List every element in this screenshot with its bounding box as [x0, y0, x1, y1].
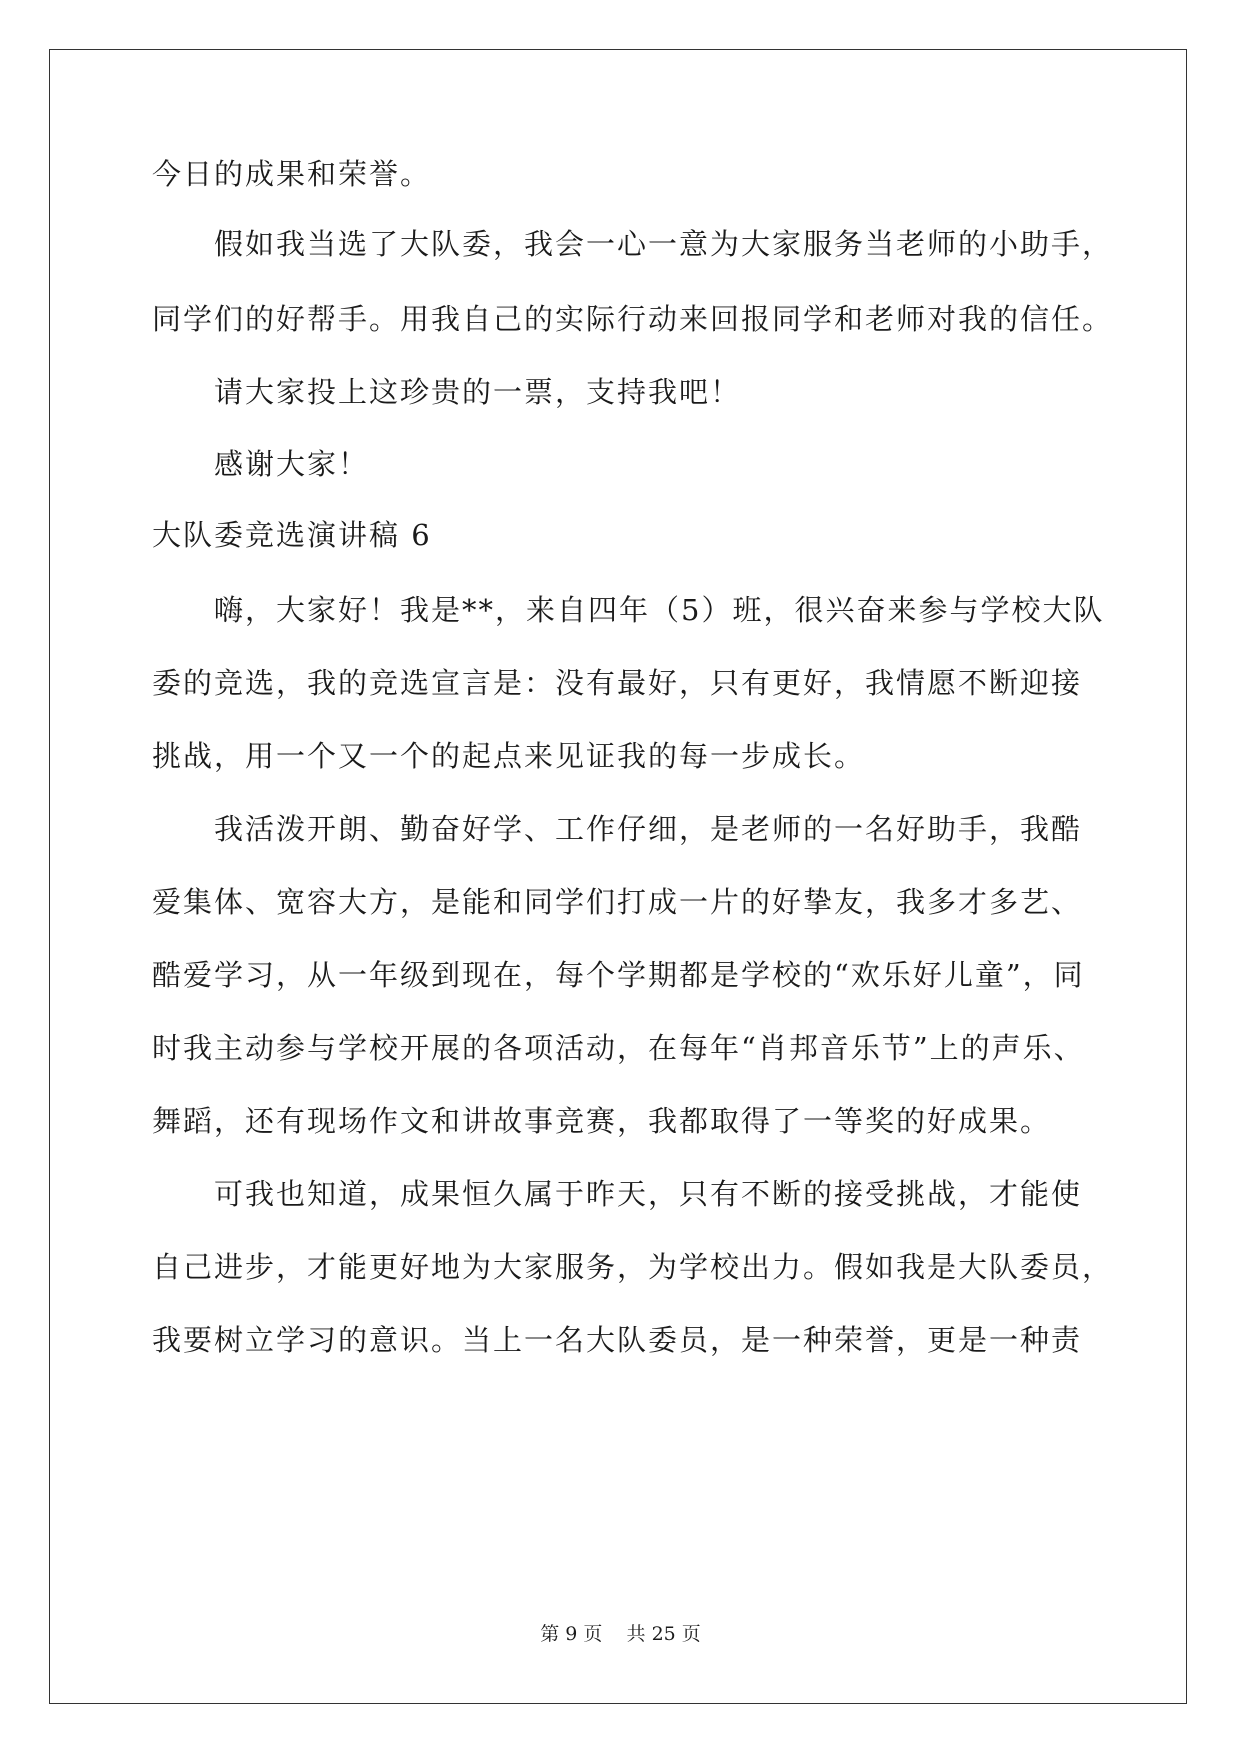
text-line: 时我主动参与学校开展的各项活动，在每年“肖邦音乐节”上的声乐、: [152, 1031, 1085, 1065]
text-line: 同学们的好帮手。用我自己的实际行动来回报同学和老师对我的信任。: [152, 302, 1114, 336]
page-border: [49, 49, 1187, 1704]
page-number: 第 9 页: [540, 1623, 603, 1645]
section-heading: 大队委竞选演讲稿 6: [152, 518, 432, 552]
text-line: 自己进步，才能更好地为大家服务，为学校出力。假如我是大队委员，: [152, 1250, 1114, 1284]
paragraph-line: 感谢大家！: [214, 447, 370, 481]
paragraph-line: 请大家投上这珍贵的一票，支持我吧！: [214, 375, 742, 409]
text-line: 今日的成果和荣誉。: [152, 157, 432, 191]
page-total: 共 25 页: [626, 1623, 701, 1645]
text-line: 舞蹈，还有现场作文和讲故事竞赛，我都取得了一等奖的好成果。: [152, 1104, 1052, 1138]
paragraph-line: 我活泼开朗、勤奋好学、工作仔细，是老师的一名好助手，我酷: [214, 812, 1083, 846]
paragraph-line: 嗨，大家好！我是**，来自四年（5）班，很兴奋来参与学校大队: [214, 593, 1105, 627]
text-line: 挑战，用一个又一个的起点来见证我的每一步成长。: [152, 739, 866, 773]
paragraph-line: 假如我当选了大队委，我会一心一意为大家服务当老师的小助手，: [214, 227, 1114, 261]
text-line: 我要树立学习的意识。当上一名大队委员，是一种荣誉，更是一种责: [152, 1323, 1083, 1357]
text-line: 爱集体、宽容大方，是能和同学们打成一片的好挚友，我多才多艺、: [152, 885, 1083, 919]
text-line: 委的竞选，我的竞选宣言是：没有最好，只有更好，我情愿不断迎接: [152, 666, 1083, 700]
text-line: 酷爱学习，从一年级到现在，每个学期都是学校的“欢乐好儿童”，同: [152, 958, 1085, 992]
paragraph-line: 可我也知道，成果恒久属于昨天，只有不断的接受挑战，才能使: [214, 1177, 1083, 1211]
page-footer: [0, 1622, 1241, 1646]
